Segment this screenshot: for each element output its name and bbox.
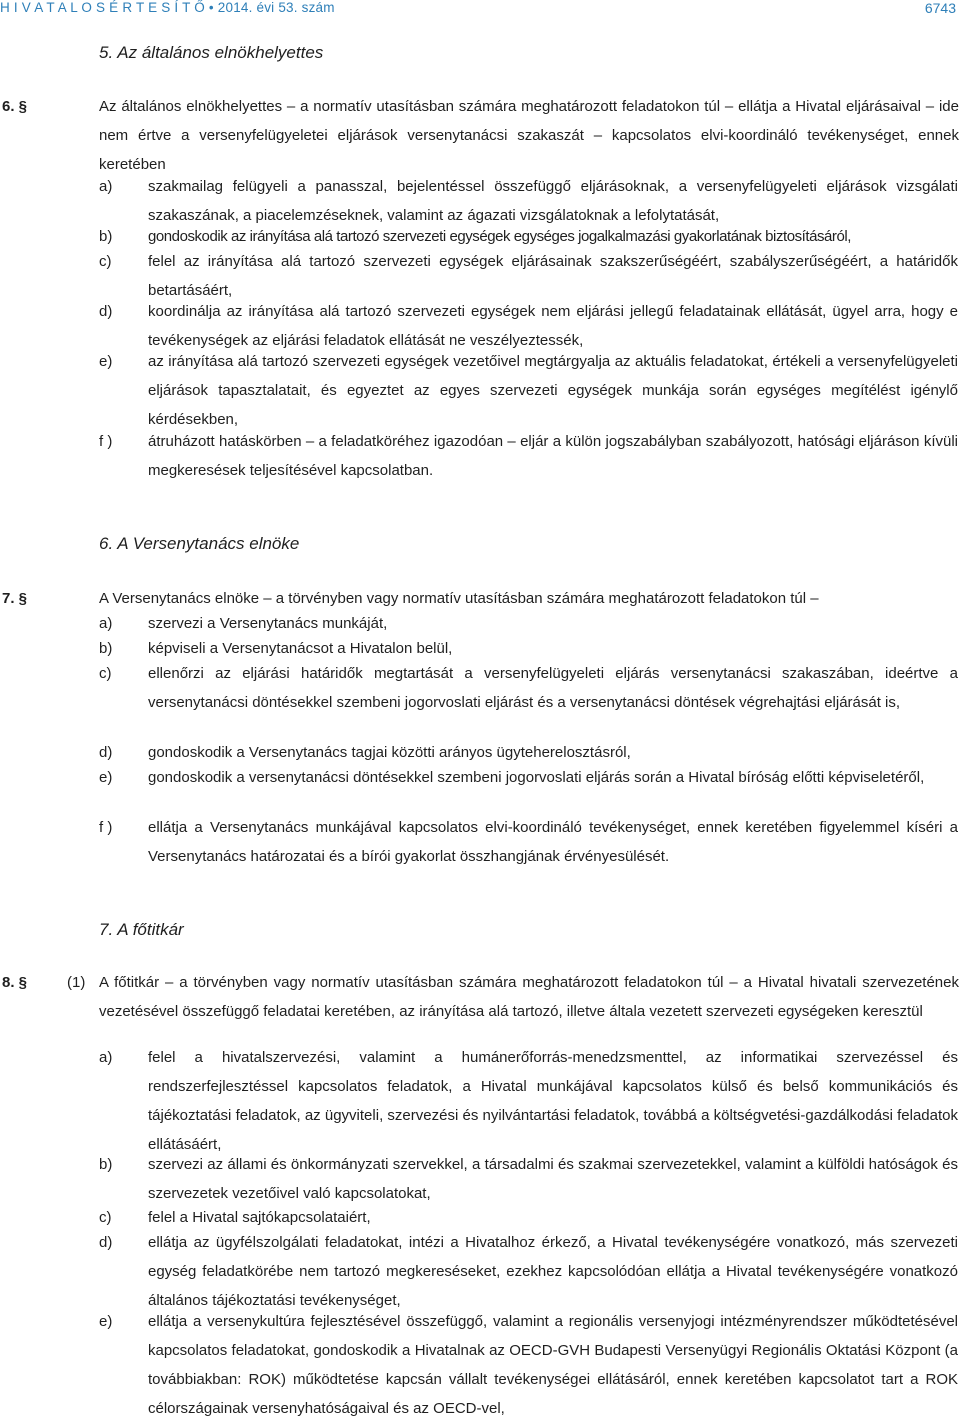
section-heading-7: 7. A főtitkár (99, 920, 184, 939)
item-text: ellátja a versenykultúra fejlesztésével összefüggő, valamint a regionális versenyjogi intézményrendszer működtetésével kapcsolatos feladatokat, gondoskodik a Hivatalnak az OECD-GVH Budapesti Versenyügyi Regionális Oktatási Központ (a továbbiakban: ROK) működtetése kapcsán vállalt tevékenységei ellátásáról, ennek keretében kapcsolatot tart a ROK célországainak versenyhatóságaival és az OECD-vel, (148, 1313, 958, 1417)
item-label: d) (99, 303, 113, 320)
item-text: képviseli a Versenytanácsot a Hivatalon belül, (148, 640, 453, 657)
item-label: c) (99, 665, 112, 682)
item-label: d) (99, 1234, 113, 1251)
item-text: felel a Hivatal sajtókapcsolataiért, (148, 1209, 371, 1226)
subparagraph-number: (1) (67, 974, 86, 991)
item-label: f ) (99, 433, 113, 450)
item-text: gondoskodik a versenytanácsi döntésekkel szembeni jogorvoslati eljárás során a Hivatal bíróság előtti képviseletéről, (148, 769, 925, 786)
item-text: koordinálja az irányítása alá tartozó szervezeti egységek nem eljárási jellegű feladatainak ellátását, ügyel arra, hogy e tevékenységek az eljárási feladatok ellátását ne veszélyeztessék, (148, 303, 958, 349)
item-text: átruházott hatáskörben – a feladatköréhez igazodóan – eljár a külön jogszabályban szabályozott, hatósági eljáráson kívüli megkeresések teljesítésével kapcsolatban. (148, 433, 958, 479)
paragraph-number: 6. § (2, 98, 28, 115)
item-text: szakmailag felügyeli a panasszal, bejelentéssel összefüggő eljárásoknak, a versenyfelügyeleti eljárások vizsgálati szakaszának, a piacelemzéseknek, valamint az ágazati vizsgálatoknak a lefolytatását, (148, 178, 958, 224)
section-heading-6: 6. A Versenytanács elnöke (99, 534, 300, 553)
section-heading-5: 5. Az általános elnökhelyettes (99, 43, 324, 62)
item-label: e) (99, 353, 113, 370)
paragraph-intro: A Versenytanács elnöke – a törvényben vagy normatív utasításban számára meghatározott feladatokon túl – (99, 590, 819, 607)
item-label: f ) (99, 819, 113, 836)
item-label: a) (99, 615, 113, 632)
item-label: c) (99, 253, 112, 270)
item-text: szervezi az állami és önkormányzati szervekkel, a társadalmi és szakmai szervezetekkel, valamint a külföldi hatóságok és szervezetek vezetőivel való kapcsolatokat, (148, 1156, 958, 1202)
item-text: felel az irányítása alá tartozó szervezeti egységek eljárásainak szakszerűségéért, szabályszerűségéért, a határidők betartásáért, (148, 253, 958, 299)
item-text: ellátja az ügyfélszolgálati feladatokat, intézi a Hivatalhoz érkező, a Hivatal tevékenységére vonatkozó, más szervezeti egység feladatkörébe nem tartozó megkereséseket, ezekhez kapcsolódóan ellátja a Hivatal tevékenységére vonatkozó általános tájékoztatási tevékenységet, (148, 1234, 958, 1309)
item-text: felel a hivatalszervezési, valamint a humánerőforrás-menedzsmenttel, az informatikai szervezéssel és rendszerfejlesztéssel kapcsolatos feladatok, a Hivatal munkájával kapcsolatos külső és belső kommunikációs és tájékoztatási feladatok, az ügyviteli, szervezési és nyilvántartási feladatok, továbbá a költségvetési-gazdálkodási feladatok ellátásáért, (148, 1049, 958, 1153)
item-text: gondoskodik a Versenytanács tagjai közötti arányos ügyteherelosztásról, (148, 744, 631, 761)
item-text: az irányítása alá tartozó szervezeti egységek vezetőivel megtárgyalja az aktuális feladatokat, értékeli a versenyfelügyeleti eljárások tapasztalatait, és egyeztet az egyes szervezeti egységek munkája során egységes megítélést igénylő kérdésekben, (148, 353, 958, 428)
item-label: b) (99, 640, 113, 657)
item-label: a) (99, 1049, 113, 1066)
publication-title: H I V A T A L O S É R T E S Í T Ő • 2014. évi 53. szám (0, 0, 335, 15)
item-label: e) (99, 769, 113, 786)
paragraph-number: 8. § (2, 974, 28, 991)
paragraph-number: 7. § (2, 590, 28, 607)
paragraph-intro: Az általános elnökhelyettes – a normatív utasításban számára meghatározott feladatokon túl – ellátja a Hivatal eljárásaival – ide nem értve a versenyfelügyeletei eljárások versenytanácsi szakaszát – kapcsolatos elvi-koordináló tevékenységet, ennek keretében (99, 98, 959, 173)
item-label: d) (99, 744, 113, 761)
item-text: gondoskodik az irányítása alá tartozó szervezeti egységek egységes jogalkalmazási gyakorlatának biztosításáról, (148, 228, 851, 245)
item-label: a) (99, 178, 113, 195)
paragraph-intro: A főtitkár – a törvényben vagy normatív utasításban számára meghatározott feladatokon túl – a Hivatal hivatali szervezetének vezetésével összefüggő feladatai keretében, az irányítása alá tartozó, illetve általa vezetett szervezeti egységeken keresztül (99, 974, 959, 1020)
item-text: ellátja a Versenytanács munkájával kapcsolatos elvi-koordináló tevékenységet, ennek keretében figyelemmel kíséri a Versenytanács határozatai és a bírói gyakorlat összhangjának érvényesülését. (148, 819, 958, 865)
page-header (0, 0, 960, 22)
item-label: e) (99, 1313, 113, 1330)
item-label: b) (99, 228, 113, 245)
item-label: c) (99, 1209, 112, 1226)
page-number: 6743 (924, 0, 956, 16)
item-label: b) (99, 1156, 113, 1173)
item-text: szervezi a Versenytanács munkáját, (148, 615, 388, 632)
item-text: ellenőrzi az eljárási határidők megtartását a versenyfelügyeleti eljárás versenytanácsi szakaszában, ideértve a versenytanácsi döntésekkel szembeni jogorvoslati eljárást és a versenytanácsi döntések végrehajtási eljárását is, (148, 665, 958, 711)
